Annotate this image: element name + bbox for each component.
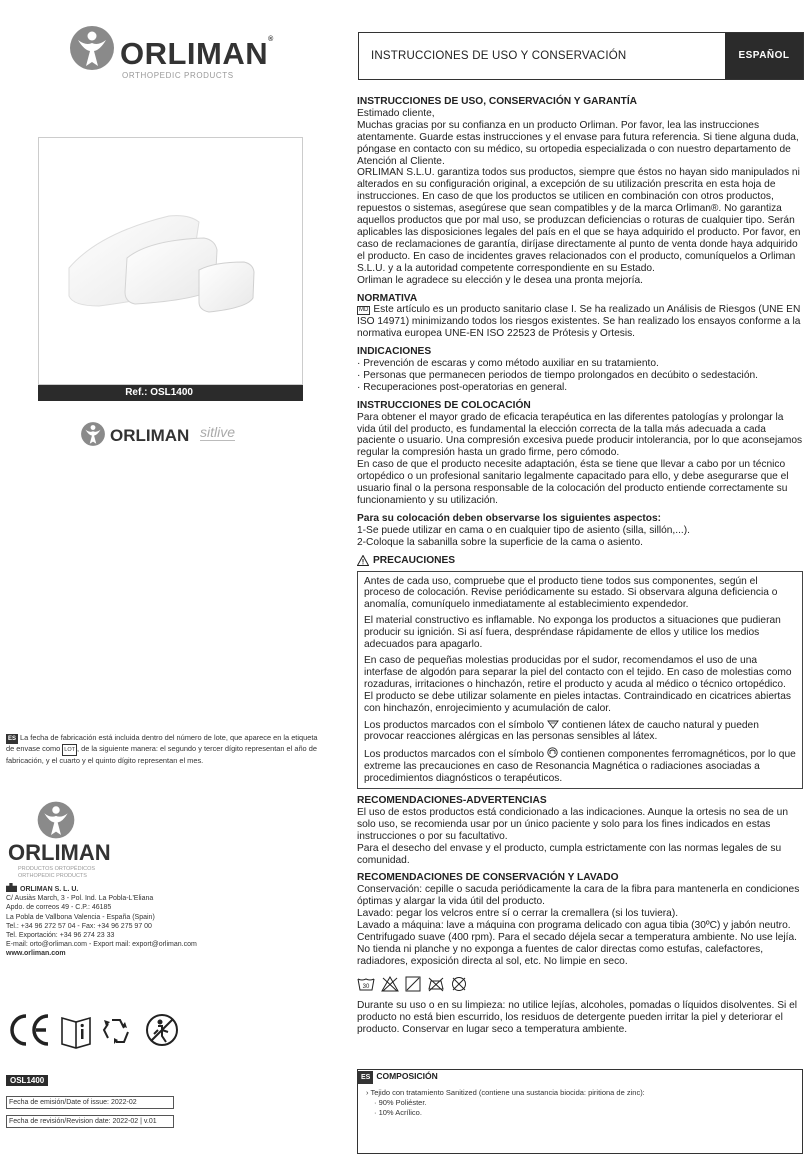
composition-line-1: › Tejido con tratamiento Sanitized (contiene una sustancia biocida: piritiona de zinc): — [366, 1088, 645, 1097]
composition-box — [357, 1069, 803, 1154]
indications-list — [357, 358, 803, 394]
company-name: ORLIMAN S. L. U. — [6, 885, 318, 894]
brand-subtitle-es: PRODUCTOS ORTOPÉDICOS — [18, 866, 96, 872]
company-website: www.orliman.com — [6, 950, 66, 958]
warning-triangle-icon — [357, 555, 369, 566]
wash-temp: 30 — [362, 983, 370, 990]
brand-name-mid: ORLIMAN — [110, 426, 190, 445]
intro-paragraph-1: Muchas gracias por su confianza en un producto Orliman. Por favor, lea las instrucciones atentamente. Guarde estas instrucciones y el envase para futura referencia. Si tiene alguna duda, póngase en contacto con su médico, su ortopedia especializada o con nuestro departamento de Atención al Cliente. — [357, 119, 799, 167]
orliman-logo-icon-small — [80, 421, 106, 447]
revision-date: Fecha de revisión/Revision date: 2022-02 | v.01 — [6, 1115, 174, 1128]
conservation-3: Lavado a máquina: lave a máquina con programa delicado con agua tibia (30ºC) y jabón neutro. Centrifugado suave (400 rpm). Para el secado déjela secar a temperatura ambiente. No use lejía. No tienda ni planche y no exponga a fuentes de calor directas como estufas, calefactores, radiadores, exposición directa al sol, etc. No limpie en seco. — [357, 920, 798, 967]
orliman-logo-bottom — [8, 800, 128, 879]
product-pads-illustration — [39, 138, 304, 386]
brand-subtitle: ORTHOPEDIC PRODUCTS — [122, 71, 234, 80]
recommendations-heading: RECOMENDACIONES-ADVERTENCIAS — [357, 795, 547, 807]
precaution-5 — [364, 747, 796, 785]
list-item: · Recuperaciones post-operatorias en general. — [357, 382, 803, 394]
brand-name-bottom: ORLIMAN — [8, 840, 111, 865]
company-info — [6, 885, 318, 959]
conservation-4: Durante su uso o en su limpieza: no utilice lejías, alcoholes, pomadas o líquidos disolventes. Si el producto no está bien escurrido, los residuos de detergente pueden irritar la piel y deteriorar el producto. Conservar en lugar seco a temperatura ambiente. — [357, 999, 798, 1035]
precaution-5-b: contienen componentes ferromagnéticos, por lo que extreme las precauciones en caso de Resonancia Magnética o radiaciones asociadas a procedimientos diagnósticos o terapéuticos. — [364, 749, 796, 785]
es-badge: ES — [8, 736, 17, 742]
orliman-sitlive-logo — [80, 421, 250, 449]
precautions-heading: PRECAUCIONES — [373, 554, 456, 566]
company-address-3: La Pobla de Vallbona Valencia - España (Spain) — [6, 913, 155, 921]
placement-heading: INSTRUCCIONES DE COLOCACIÓN — [357, 399, 531, 411]
recommendation-1: El uso de estos productos está condicionado a las indicaciones. Aunque la ortesis no sea de un solo uso, se recomienda usar por un único paciente y solo para los fines indicados en estas instrucciones o por su facultativo. — [357, 806, 788, 842]
precaution-4-a: Los productos marcados con el símbolo — [364, 719, 545, 731]
conservation-2: Lavado: pegar los velcros entre sí o cerrar la cremallera (si los tuviera). — [357, 908, 679, 920]
latex-icon — [547, 719, 559, 729]
instructions-content — [357, 96, 803, 1035]
composition-heading: COMPOSICIÓN — [376, 1071, 438, 1081]
norm-paragraph — [357, 304, 803, 340]
norm-text: Este artículo es un producto sanitario clase I. Se ha realizado un Análisis de Riesgos (UNE EN ISO 14971) minimizando todos los riesgos existentes. Se han realizado los ensayos conforme a la normativa europea UNE-EN ISO 22523 de Prótesis y Ortesis. — [357, 304, 801, 340]
sitlive-logo: sitlive — [200, 424, 236, 440]
precautions-header — [357, 555, 803, 567]
orliman-logo-icon-bottom — [36, 800, 76, 840]
company-export-tel: Tel. Exportación: +34 96 274 23 33 — [6, 932, 115, 940]
md-symbol: MD — [359, 307, 369, 314]
precaution-2: El material constructivo es inflamable. No exponga los productos a situaciones que pudieran producir su ignición. Si así fuera, despréndase rápidamente de ellos y utilice los medios adecuados para apagarlo. — [364, 615, 781, 651]
intro-paragraph-2: ORLIMAN S.L.U. garantiza todos sus productos, siempre que éstos no hayan sido manipulados ni alterados en su configuración original, a excepción de su utilización prescrita en esta hoja de instrucciones. En caso de que los productos se utilicen en combinación con otros productos, repuestos o sistemas, asegúrese que sean compatibles y de la marca Orliman®. No garantiza aquellos productos que por mal uso, se produzcan deficiencias o roturas de cualquier tipo. Serán aplicables las disposiciones legales del país en el que se haya adquirido el producto. Por favor, en caso de reclamaciones de garantía, diríjase directamente al punto de venta donde haya adquirido el producto. En caso de incidentes graves relacionados con el producto, comuníquelos a Orliman S.L.U. y a la autoridad competente correspondiente en su Estado. — [357, 167, 801, 274]
composition-line-3: · 10% Acrílico. — [374, 1108, 422, 1117]
precaution-3: En caso de pequeñas molestias producidas por el sudor, recomendamos el uso de una interfase de algodón para separar la piel del contacto con el tejido. En caso de molestias como rozaduras, irritaciones o hinchazón, retire el producto y acuda al médico o técnico ortopédico. El producto se debe utilizar solamente en pieles intactas. Contraindicado en cicatrices abiertas con hinchazón, enrojecimiento y acumulación de calor. — [364, 654, 792, 714]
composition-es-badge: ES — [358, 1071, 373, 1084]
product-image — [38, 137, 303, 385]
precaution-4-b: contienen látex de caucho natural y pueden provocar reacciones alérgicas en las personas sensibles al látex. — [364, 719, 759, 743]
composition-line-2: · 90% Poliéster. — [374, 1098, 427, 1107]
indications-heading: INDICACIONES — [357, 346, 432, 358]
precaution-5-a: Los productos marcados con el símbolo — [364, 749, 545, 761]
brand-subtitle-en: ORTHOPEDIC PRODUCTS — [18, 873, 87, 879]
product-code-tag: OSL1400 — [6, 1075, 48, 1086]
aspect-1: 1-Se puede utilizar en cama o en cualquier tipo de asiento (silla, sillón,...). — [357, 524, 690, 536]
no-iron-icon — [427, 976, 445, 992]
company-email: E-mail: orto@orliman.com - Export mail: export@orliman.com — [6, 941, 197, 949]
ferromagnetic-icon — [547, 747, 558, 758]
composition-header — [358, 1070, 438, 1083]
instructions-book-icon — [62, 1018, 90, 1048]
recycle-icon — [104, 1020, 128, 1044]
precaution-1: Antes de cada uso, compruebe que el producto tiene todos sus componentes, según el proceso de colocación. Revise periódicamente su estado. Si observara alguna deficiencia o anomalía, comuníquelo inmediatamente al establecimiento expendedor. — [364, 575, 778, 611]
language-label: ESPAÑOL — [725, 33, 803, 79]
company-address-1: C/ Ausiàs March, 3 - Pol. Ind. La Pobla-L'Eliana — [6, 895, 154, 903]
company-tel: Tel.: +34 96 272 57 04 - Fax: +34 96 275 97 00 — [6, 922, 152, 930]
conservation-heading: RECOMENDACIONES DE CONSERVACIÓN Y LAVADO — [357, 872, 619, 884]
intro-greeting: Estimado cliente, — [357, 107, 435, 119]
placement-paragraph-2: En caso de que el producto necesite adaptación, ésta se tiene que llevar a cabo por un técnico ortopédico o un profesional sanitario legalmente capacitado para ello, y debe asegurarse que el usuario final o la persona responsable de la colocación del producto entiende correctamente su funcionamiento y su utilización. — [357, 459, 789, 506]
ce-mark-icon — [12, 1016, 48, 1044]
document-title: INSTRUCCIONES DE USO Y CONSERVACIÓN — [371, 50, 627, 62]
intro-heading: INSTRUCCIONES DE USO, CONSERVACIÓN Y GARANTÍA — [357, 96, 638, 107]
list-item: · Personas que permanecen periodos de tiempo prolongados en decúbito o sedestación. — [357, 370, 803, 382]
lot-symbol: LOT — [62, 744, 77, 756]
composition-body — [366, 1088, 645, 1118]
norm-heading: NORMATIVA — [357, 292, 418, 304]
aspects-heading: Para su colocación deben observarse los siguientes aspectos: — [357, 512, 662, 524]
single-patient-icon — [147, 1015, 177, 1045]
document-header — [358, 32, 804, 80]
issue-date: Fecha de emisión/Date of issue: 2022-02 — [6, 1096, 174, 1109]
aspect-2: 2-Coloque la sabanilla sobre la superficie de la cama o asiento. — [357, 536, 643, 548]
intro-paragraph-3: Orliman le agradece su elección y le desea una pronta mejoría. — [357, 274, 643, 286]
conservation-1: Conservación: cepille o sacuda periódicamente la cara de la fibra para mantenerla en condiciones óptimas y alargar la vida útil del producto. — [357, 884, 800, 908]
no-dry-clean-icon — [451, 976, 467, 992]
dry-flat-icon — [405, 976, 421, 992]
product-ref: Ref.: OSL1400 — [38, 385, 303, 401]
lot-note-text-after: , de la siguiente manera: el segundo y tercer dígito representan el año de fabricación, y el cuarto y el quinto dígito representan el mes. — [6, 744, 317, 765]
brand-name: ORLIMAN® — [120, 36, 274, 71]
precautions-box — [357, 571, 803, 790]
placement-paragraph-1: Para obtener el mayor grado de eficacia terapéutica en las diferentes patologías y prolongar la vida útil del producto, es fundamental la elección correcta de la talla más adecuada a cada paciente o usuario. Una compresión excesiva puede producir intolerancia, por lo que aconsejamos regular la compresión hasta un grado firme, pero cómodo. — [357, 411, 803, 459]
care-symbols — [357, 976, 803, 994]
lot-note-text-before: La fecha de fabricación está incluida dentro del número de lote, que aparece en la etiqueta de envase como — [6, 733, 318, 753]
no-bleach-icon — [381, 976, 399, 992]
company-address-2: Apdo. de correos 49 - C.P.: 46185 — [6, 904, 112, 912]
wash-30-icon — [357, 976, 375, 992]
list-item: · Prevención de escaras y como método auxiliar en su tratamiento. — [357, 358, 803, 370]
regulatory-symbols — [8, 1010, 188, 1050]
orliman-logo-icon — [68, 24, 116, 72]
lot-note — [6, 733, 318, 766]
recommendation-2: Para el desecho del envase y el producto, cumpla estrictamente con las normas legales de su comunidad. — [357, 842, 782, 866]
orliman-logo-top — [68, 24, 278, 84]
precaution-4 — [364, 719, 796, 744]
